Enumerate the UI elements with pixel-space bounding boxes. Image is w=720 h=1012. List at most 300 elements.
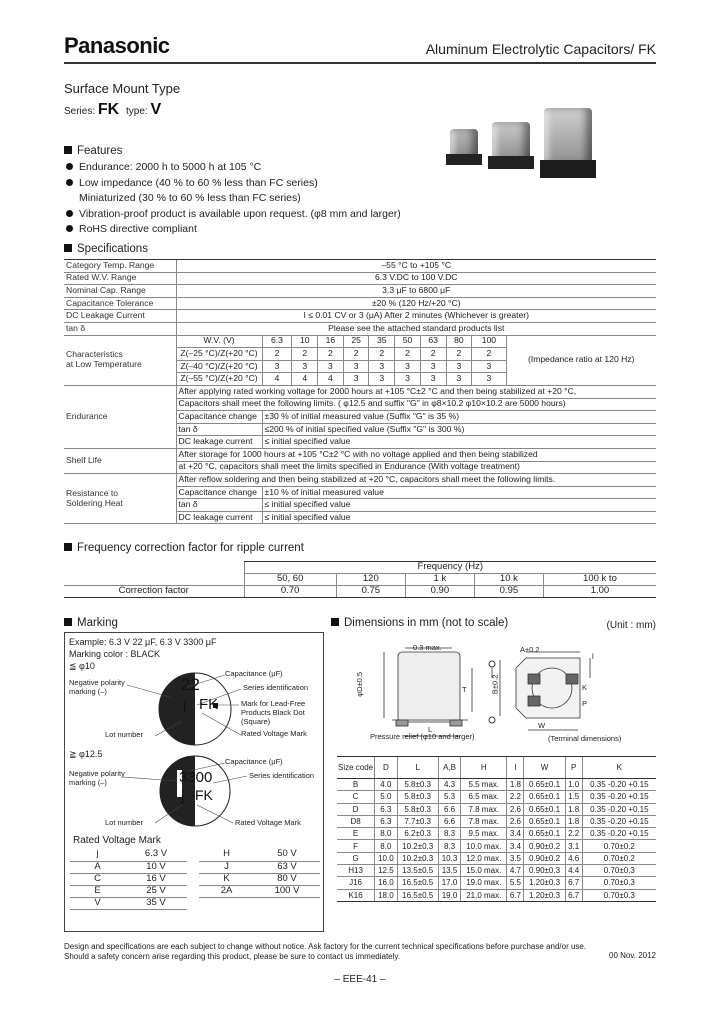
feature-item: Endurance: 2000 h to 5000 h at 105 °C	[66, 160, 401, 176]
w-label: W	[538, 721, 546, 730]
table-cell: Rated W.V. Range	[64, 272, 176, 285]
table-cell: V	[70, 898, 125, 910]
table-cell: G	[337, 852, 375, 864]
table-cell: After storage for 1000 hours at +105 °C±2 °C with no voltage applied and then being stabilized	[176, 448, 656, 461]
table-cell: 3	[369, 360, 395, 373]
table-cell: 15.0 max.	[461, 865, 507, 877]
table-cell: Z(–40 °C)/Z(+20 °C)	[176, 360, 262, 373]
table-cell: 2.6	[507, 815, 524, 827]
table-cell: I	[507, 757, 524, 779]
table-row	[64, 260, 656, 273]
table-cell: 3.3 μF to 6800 μF	[176, 285, 656, 298]
table-cell: ±10 % of initial measured value	[262, 486, 656, 499]
table-cell	[199, 898, 254, 910]
table-cell: 3	[472, 373, 506, 386]
table-cell: Endurance	[64, 385, 176, 448]
table-cell: 4.4	[565, 865, 582, 877]
cap-mark-22: 22	[181, 675, 200, 694]
table-cell: Z(–55 °C)/Z(+20 °C)	[176, 373, 262, 386]
rv-title: Rated Voltage Mark	[73, 835, 161, 846]
table-row	[64, 562, 656, 574]
type-label: type:	[126, 106, 148, 117]
table-cell: D	[375, 757, 397, 779]
table-cell: 3.1	[565, 840, 582, 852]
table-cell	[187, 886, 199, 898]
dimensions-table	[337, 756, 656, 902]
table-cell: F	[337, 840, 375, 852]
table-row	[64, 574, 656, 586]
table-cell: 2	[446, 348, 472, 361]
table-cell: 21.0 max.	[461, 889, 507, 901]
table-cell: 120	[336, 574, 405, 586]
size-d10: ≦ φ10	[69, 661, 95, 671]
table-cell: tan δ	[176, 499, 262, 512]
lot-label: Lot number	[105, 730, 143, 739]
table-cell: 5.8±0.3	[397, 779, 438, 791]
feature-item: Miniaturized (30 % to 60 % less than FC series)	[79, 192, 301, 204]
table-cell	[64, 562, 244, 574]
table-cell: 0.35 -0.20 +0.15	[582, 779, 656, 791]
res-label: Resistance to Soldering Heat	[64, 474, 176, 524]
table-cell: Capacitance change	[176, 411, 262, 424]
table-row	[64, 322, 656, 335]
table-cell: A,B	[438, 757, 460, 779]
table-cell: H	[199, 849, 254, 861]
table-cell	[187, 873, 199, 885]
series-mark-2: FK	[195, 787, 213, 803]
table-cell: 4.3	[438, 779, 460, 791]
table-cell: 6.3	[262, 335, 292, 348]
char-label: Characteristics at Low Temperature	[64, 335, 176, 385]
table-cell: Capacitance change	[176, 486, 262, 499]
table-row	[64, 285, 656, 298]
specifications-table	[64, 259, 656, 524]
table-cell: 4	[292, 373, 318, 386]
table-cell: I ≤ 0.01 CV or 3 (μA) After 2 minutes (Whichever is greater)	[176, 310, 656, 323]
table-cell: 3	[446, 360, 472, 373]
table-cell	[187, 861, 199, 873]
table-cell: 13.5±0.5	[397, 865, 438, 877]
voltage-mark-1: j	[183, 697, 187, 714]
table-cell: W.V. (V)	[176, 335, 262, 348]
table-cell: 10.2±0.3	[397, 852, 438, 864]
table-cell: J	[199, 861, 254, 873]
marking-example: Example: 6.3 V 22 μF, 6.3 V 3300 μF	[69, 637, 217, 647]
table-cell: 6.6	[438, 803, 460, 815]
table-cell: 1.8	[507, 779, 524, 791]
table-cell	[64, 574, 244, 586]
p-label: P	[582, 699, 588, 708]
table-cell: 10 k	[474, 574, 543, 586]
capacitor-photo-large	[544, 108, 592, 164]
table-cell: 8.3	[438, 840, 460, 852]
table-cell: 2	[262, 348, 292, 361]
table-cell: 3	[318, 360, 344, 373]
table-cell: 10 V	[125, 861, 187, 873]
type-value: V	[150, 101, 162, 118]
table-cell: 0.75	[336, 586, 405, 598]
table-row	[337, 757, 656, 779]
table-cell: 3	[343, 360, 369, 373]
table-cell: 80 V	[254, 873, 320, 885]
table-cell: 1 k	[405, 574, 474, 586]
table-cell: 0.65±0.1	[524, 815, 565, 827]
table-cell	[254, 898, 320, 910]
b-label: B±0.2	[490, 674, 500, 695]
table-cell: 16 V	[125, 873, 187, 885]
table-cell: ≤ initial specified value	[262, 436, 656, 449]
table-cell: 0.90±0.2	[524, 852, 565, 864]
table-row	[337, 779, 656, 791]
table-cell: 3.4	[507, 828, 524, 840]
table-cell: Shelf Life	[64, 448, 176, 473]
table-cell: H	[461, 757, 507, 779]
table-cell: 0.70±0.3	[582, 865, 656, 877]
table-row	[337, 828, 656, 840]
table-cell: C	[70, 873, 125, 885]
table-cell: 2.2	[507, 791, 524, 803]
table-row	[337, 889, 656, 901]
table-cell: A	[70, 861, 125, 873]
table-cell: 16.0	[375, 877, 397, 889]
table-cell: 0.70±0.2	[582, 840, 656, 852]
table-cell: 6.7	[565, 877, 582, 889]
table-cell: 16	[318, 335, 344, 348]
l-label: l	[592, 652, 594, 661]
pressure-relief-label: Pressure relief (φ10 and larger)	[370, 732, 475, 741]
table-cell: B	[337, 779, 375, 791]
table-cell: D	[337, 803, 375, 815]
feature-item: Vibration-proof product is available upon request. (φ8 mm and larger)	[66, 207, 401, 223]
table-cell: 3	[446, 373, 472, 386]
table-cell: 35	[369, 335, 395, 348]
neg-polarity-label: Negative polarity marking (–)	[69, 678, 125, 696]
table-row	[64, 586, 656, 598]
t-label: T	[462, 685, 467, 694]
table-cell: ≤ initial specified value	[262, 511, 656, 524]
table-cell: DC leakage current	[176, 511, 262, 524]
table-cell: at +20 °C, capacitors shall meet the limits specified in Endurance (With voltage treatment)	[176, 461, 656, 474]
table-cell: ≤ initial specified value	[262, 499, 656, 512]
table-cell: K	[199, 873, 254, 885]
table-cell: 0.35 -0.20 +0.15	[582, 815, 656, 827]
table-cell: 5.8±0.3	[397, 803, 438, 815]
table-cell: 10.3	[438, 852, 460, 864]
table-cell: 12.0 max.	[461, 852, 507, 864]
table-cell	[187, 898, 199, 910]
frequency-table	[64, 561, 656, 598]
table-cell: 2.2	[565, 828, 582, 840]
table-row	[64, 385, 656, 398]
table-cell: C	[337, 791, 375, 803]
table-cell: 100 k to	[543, 574, 656, 586]
table-cell: 6.7	[507, 889, 524, 901]
table-cell: 3	[420, 373, 446, 386]
table-cell: 10.0 max.	[461, 840, 507, 852]
table-cell: K16	[337, 889, 375, 901]
table-cell: 3	[369, 373, 395, 386]
table-cell: 1.0	[565, 779, 582, 791]
series-value: FK	[97, 101, 120, 118]
table-cell: 0.70±0.3	[582, 889, 656, 901]
table-row	[70, 849, 320, 861]
table-cell: 9.5 max.	[461, 828, 507, 840]
table-cell: 18.0	[375, 889, 397, 901]
table-cell: 0.35 -0.20 +0.15	[582, 791, 656, 803]
dims-heading: Dimensions in mm (not to scale)	[331, 617, 508, 630]
table-row	[70, 873, 320, 885]
table-cell: 3	[420, 360, 446, 373]
table-cell: 0.70±0.3	[582, 877, 656, 889]
table-cell: 2	[472, 348, 506, 361]
series-line	[64, 101, 161, 119]
table-cell: 2	[420, 348, 446, 361]
table-cell: 10.0	[375, 852, 397, 864]
series-id-label: Series identification	[243, 683, 309, 692]
table-cell: 100	[472, 335, 506, 348]
table-row	[64, 297, 656, 310]
page-number: – EEE-41 –	[334, 974, 386, 985]
table-cell: 2	[292, 348, 318, 361]
table-cell: tan δ	[176, 423, 262, 436]
table-cell: After applying rated working voltage for 2000 hours at +105 °C±2 °C and then being stabilized at +20 °C,	[176, 385, 656, 398]
table-cell: Correction factor	[64, 586, 244, 598]
issue-date: 00 Nov. 2012	[609, 951, 656, 960]
table-cell: 5.0	[375, 791, 397, 803]
brand-logo: Panasonic	[64, 33, 170, 58]
table-cell: P	[565, 757, 582, 779]
table-cell: 10	[292, 335, 318, 348]
table-cell: 2A	[199, 886, 254, 898]
table-cell: 6.3	[375, 803, 397, 815]
terminal-dims-label: (Terminal dimensions)	[548, 734, 622, 743]
rated-voltage-table	[70, 849, 320, 910]
table-cell: 2	[318, 348, 344, 361]
table-cell: 8.0	[375, 840, 397, 852]
table-row	[337, 877, 656, 889]
table-cell: 12.5	[375, 865, 397, 877]
table-cell: –55 °C to +105 °C	[176, 260, 656, 273]
table-cell: 6.3 V	[125, 849, 187, 861]
table-row	[64, 335, 656, 348]
table-cell: W	[524, 757, 565, 779]
series-mark-1: FK	[199, 696, 219, 713]
table-cell: 7.7±0.3	[397, 815, 438, 827]
table-cell: ≤200 % of initial specified value (Suffix "G" is 300 %)	[262, 423, 656, 436]
table-cell: 19.0	[438, 889, 460, 901]
table-cell: 0.90	[405, 586, 474, 598]
marking-box	[64, 632, 324, 932]
table-cell: 8.0	[375, 828, 397, 840]
table-cell: 2	[343, 348, 369, 361]
cap-mark-3300: 3300	[179, 769, 213, 786]
table-cell: 6.3	[375, 815, 397, 827]
table-cell: 3	[395, 360, 421, 373]
table-cell: (Impedance ratio at 120 Hz)	[506, 335, 656, 385]
table-cell: Capacitance Tolerance	[64, 297, 176, 310]
table-cell: tan δ	[64, 322, 176, 335]
table-cell: 3	[472, 360, 506, 373]
table-row	[64, 272, 656, 285]
table-cell: 17.0	[438, 877, 460, 889]
table-cell: 1.00	[543, 586, 656, 598]
table-cell: 0.65±0.1	[524, 779, 565, 791]
table-cell: 3.5	[507, 852, 524, 864]
features-heading: Features	[64, 145, 122, 158]
diameter-label: φD±0.5	[355, 671, 365, 697]
table-cell: 1.8	[565, 803, 582, 815]
voltage-mark-2: j	[181, 788, 185, 804]
table-cell: 0.65±0.1	[524, 828, 565, 840]
table-cell: 4	[318, 373, 344, 386]
table-cell: E	[337, 828, 375, 840]
table-cell: 10.2±0.3	[397, 840, 438, 852]
table-cell: 6.2±0.3	[397, 828, 438, 840]
rated-voltage-label-2: Rated Voltage Mark	[235, 818, 301, 827]
table-cell: 1.8	[565, 815, 582, 827]
size-d125: ≧ φ12.5	[69, 749, 103, 759]
rated-voltage-label: Rated Voltage Mark	[241, 729, 307, 738]
table-cell: 0.95	[474, 586, 543, 598]
table-cell: 0.70±0.2	[582, 852, 656, 864]
table-cell: 0.35 -0.20 +0.15	[582, 828, 656, 840]
table-cell: 25 V	[125, 886, 187, 898]
table-cell: 16.5±0.5	[397, 889, 438, 901]
table-cell: 3	[395, 373, 421, 386]
table-cell: 5.5	[507, 877, 524, 889]
table-row	[337, 852, 656, 864]
table-cell: Z(–25 °C)/Z(+20 °C)	[176, 348, 262, 361]
table-cell: E	[70, 886, 125, 898]
table-cell: Nominal Cap. Range	[64, 285, 176, 298]
lot-label-2: Lot number	[105, 818, 143, 827]
table-cell: J16	[337, 877, 375, 889]
marking-heading: Marking	[64, 617, 118, 630]
table-cell: 4	[262, 373, 292, 386]
product-title: Aluminum Electrolytic Capacitors/ FK	[425, 41, 656, 57]
table-cell: 3	[343, 373, 369, 386]
table-row	[337, 840, 656, 852]
table-cell: j	[70, 849, 125, 861]
table-row	[337, 865, 656, 877]
a-label: A±0.2	[520, 645, 540, 654]
table-cell: ±30 % of initial measured value (Suffix "G" is 35 %)	[262, 411, 656, 424]
series-id-label-2: Series identification	[249, 771, 315, 780]
table-cell: 0.90±0.2	[524, 840, 565, 852]
table-cell: 6.7	[565, 889, 582, 901]
capacitor-base-medium	[488, 156, 534, 169]
features-list	[66, 160, 401, 238]
table-row	[337, 791, 656, 803]
table-cell: K	[582, 757, 656, 779]
table-cell	[187, 849, 199, 861]
table-cell: 50 V	[254, 849, 320, 861]
table-cell: 7.8 max.	[461, 803, 507, 815]
table-cell: 6.6	[438, 815, 460, 827]
table-cell: 6.3 V.DC to 100 V.DC	[176, 272, 656, 285]
feature-item: Low impedance (40 % to 60 % less than FC series)	[66, 176, 401, 192]
table-cell: 0.90±0.3	[524, 865, 565, 877]
table-cell: 6.5 max.	[461, 791, 507, 803]
table-cell: H13	[337, 865, 375, 877]
table-cell: 7.8 max.	[461, 815, 507, 827]
table-cell: DC Leakage Current	[64, 310, 176, 323]
table-cell: 63 V	[254, 861, 320, 873]
table-cell: After reflow soldering and then being stabilized at +20 °C, capacitors shall meet the following limits.	[176, 474, 656, 487]
capacitance-label: Capacitance (μF)	[225, 669, 283, 678]
k-label: K	[582, 683, 588, 692]
specs-heading: Specifications	[64, 243, 148, 256]
table-row	[337, 803, 656, 815]
table-cell: 2.6	[507, 803, 524, 815]
table-cell: 0.70	[244, 586, 336, 598]
capacitor-base-large	[540, 160, 596, 178]
table-cell: 4.6	[565, 852, 582, 864]
table-cell: 5.3	[438, 791, 460, 803]
table-cell: L	[397, 757, 438, 779]
table-cell: ±20 % (120 Hz/+20 °C)	[176, 297, 656, 310]
table-cell: 8.3	[438, 828, 460, 840]
table-cell: 5.5 max.	[461, 779, 507, 791]
table-cell: 80	[446, 335, 472, 348]
table-cell: 2	[395, 348, 421, 361]
table-cell: 3.4	[507, 840, 524, 852]
table-cell: Capacitors shall meet the following limits. ( φ12.5 and suffix "G" in φ8×10.2 φ10×10.2 are 5000 hours)	[176, 398, 656, 411]
table-row	[70, 898, 320, 910]
table-cell: 0.65±0.1	[524, 803, 565, 815]
table-cell: D8	[337, 815, 375, 827]
table-cell: DC leakage current	[176, 436, 262, 449]
table-cell: 35 V	[125, 898, 187, 910]
table-row	[64, 448, 656, 461]
table-cell: Frequency (Hz)	[244, 562, 656, 574]
table-row	[337, 815, 656, 827]
table-cell: 2	[369, 348, 395, 361]
table-cell: Category Temp. Range	[64, 260, 176, 273]
header-rule	[64, 62, 656, 64]
feature-item: RoHS directive compliant	[66, 222, 401, 238]
table-cell: 50, 60	[244, 574, 336, 586]
table-cell: 100 V	[254, 886, 320, 898]
table-cell: 5.8±0.3	[397, 791, 438, 803]
capacitor-base-small	[446, 154, 482, 165]
table-cell: 4.0	[375, 779, 397, 791]
table-cell: 25	[343, 335, 369, 348]
table-cell: 19.0 max.	[461, 877, 507, 889]
freq-heading: Frequency correction factor for ripple current	[64, 542, 304, 555]
table-cell: 3	[262, 360, 292, 373]
type-line: Surface Mount Type	[64, 81, 181, 96]
table-row	[64, 310, 656, 323]
disclaimer: Design and specifications are each subject to change without notice. Ask factory for the current technical specifications before purchase and/or use. Should a safety concern arise regarding this product, please be sure to contact us immediately.	[64, 942, 587, 961]
max-label: 0.3 max.	[413, 643, 442, 652]
table-cell: 3	[292, 360, 318, 373]
table-cell: 1.5	[565, 791, 582, 803]
table-cell: 1.20±0.3	[524, 889, 565, 901]
table-row	[70, 861, 320, 873]
table-cell: 0.35 -0.20 +0.15	[582, 803, 656, 815]
series-label: Series:	[64, 106, 96, 117]
marking-color: Marking color : BLACK	[69, 649, 161, 659]
table-cell: 1.20±0.3	[524, 877, 565, 889]
table-row	[64, 474, 656, 487]
unit-label: (Unit : mm)	[606, 620, 656, 631]
length-label: L	[428, 725, 433, 734]
table-cell: 0.65±0.1	[524, 791, 565, 803]
neg-polarity-label-2: Negative polarity marking (–)	[69, 769, 125, 787]
table-cell: 50	[395, 335, 421, 348]
leadfree-label: Mark for Lead-Free Products Black Dot (Square)	[241, 699, 306, 726]
